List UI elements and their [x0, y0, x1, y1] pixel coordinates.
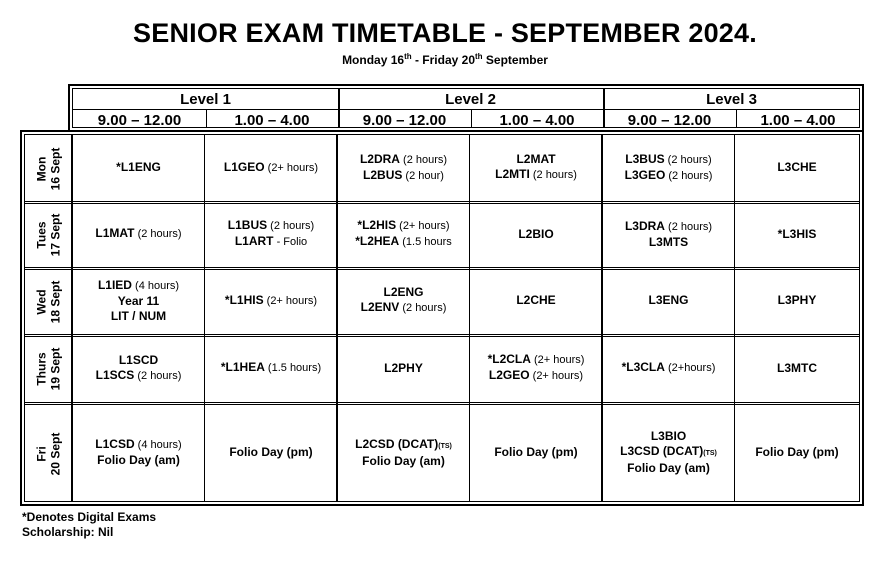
exam-cell: [338, 270, 469, 331]
exam-cell: [206, 270, 336, 331]
exam-cell: [73, 137, 204, 198]
exam-code: Folio Day (pm): [755, 445, 839, 459]
exam-duration: (2 hour): [402, 169, 444, 182]
exam-cell: [471, 270, 601, 331]
exam-duration: (2 hours): [664, 153, 712, 166]
exam-code: *L2HIS: [357, 218, 397, 232]
exam-cell: [471, 137, 601, 198]
exam-duration: (2 hours): [267, 220, 315, 232]
exam-cell: [338, 405, 469, 500]
subtitle-start-ordinal: th: [404, 52, 412, 61]
exam-entry: [649, 235, 688, 250]
day-label-text: [34, 280, 62, 323]
exam-duration: (2+ hours): [396, 220, 450, 232]
exam-code: L3MTS: [648, 234, 689, 249]
exam-entry: [95, 437, 181, 453]
exam-code: L2ENV: [360, 300, 400, 314]
exam-code: L1SCD: [118, 352, 159, 367]
session-divider: [206, 110, 207, 127]
subtitle-end: September: [482, 53, 548, 67]
exam-entry: [118, 294, 159, 309]
day-label: [25, 403, 71, 504]
level-divider: [338, 89, 340, 127]
day-name: Wed: [34, 288, 48, 315]
exam-code: *L3CLA: [621, 360, 665, 374]
exam-entry: [384, 361, 423, 376]
subtitle-start: Monday 16: [342, 53, 405, 67]
level-header-1: Level 1: [73, 89, 338, 110]
exam-code: Folio Day (pm): [494, 445, 578, 459]
day-label-text: [34, 348, 62, 391]
exam-duration: (2 hours): [134, 228, 182, 240]
day-label-text: [34, 432, 62, 475]
exam-code: L2PHY: [384, 360, 423, 375]
exam-cell: [603, 337, 734, 399]
level-divider: [603, 89, 605, 127]
exam-code: L3GEO: [624, 167, 666, 182]
exam-entry: [224, 160, 318, 176]
exam-cell: [736, 270, 858, 331]
exam-code: L1BUS: [227, 218, 268, 232]
exam-entry: [625, 219, 712, 235]
subtitle-mid: - Friday 20: [411, 53, 475, 67]
exam-duration: (4 hours): [134, 439, 182, 451]
level-header-3: Level 3: [603, 89, 860, 110]
exam-entry: [357, 218, 449, 234]
exam-code: Folio Day (am): [362, 453, 445, 468]
exam-entry: [622, 360, 716, 376]
day-date: 19 Sept: [48, 347, 62, 391]
exam-cell: [73, 405, 204, 500]
exam-code: L1SCS: [95, 367, 135, 382]
exam-code: L2CHE: [516, 293, 556, 307]
exam-entry: [360, 152, 447, 168]
exam-code: *L3HIS: [777, 226, 817, 241]
exam-entry: [363, 168, 444, 184]
exam-entry: [494, 445, 577, 460]
exam-duration: (2 hours): [665, 169, 713, 182]
exam-cell: [206, 405, 336, 500]
footnotes: [22, 510, 156, 540]
exam-duration: (2+hours): [664, 362, 716, 374]
exam-code: L3DRA: [624, 218, 665, 233]
exam-cell: [73, 270, 204, 331]
session-time-header: 1.00 – 4.00: [234, 112, 310, 129]
exam-duration: (2 hours): [529, 169, 577, 181]
exam-code: L2BUS: [363, 167, 403, 182]
day-name: Mon: [34, 156, 48, 181]
exam-duration: (2 hours): [399, 153, 448, 166]
session-divider: [471, 110, 472, 127]
exam-cell: [471, 405, 601, 500]
exam-code: L3MTC: [777, 360, 817, 375]
exam-entry: [96, 368, 182, 384]
exam-entry: [119, 353, 158, 368]
day-label: [25, 135, 71, 202]
exam-cell: [73, 204, 204, 264]
exam-entry: [516, 152, 555, 167]
day-label-text: [34, 214, 62, 257]
date-range-subtitle: [0, 52, 890, 67]
exam-entry: [755, 445, 838, 460]
exam-entry: [225, 293, 317, 309]
day-label: [25, 268, 71, 335]
page-title: SENIOR EXAM TIMETABLE - SEPTEMBER 2024.: [133, 18, 757, 48]
exam-cell: [471, 204, 601, 264]
exam-code: L3CHE: [777, 160, 817, 174]
level-header-2: Level 2: [338, 89, 603, 110]
exam-entry: [116, 160, 161, 175]
exam-cell: [603, 137, 734, 198]
exam-cell: [206, 337, 336, 399]
timetable-grid: [20, 130, 864, 506]
exam-duration: (2 hours): [134, 369, 182, 382]
exam-code: L3BIO: [650, 429, 687, 443]
exam-cell: [73, 337, 204, 399]
column-divider: [469, 135, 470, 501]
exam-cell: [603, 204, 734, 264]
exam-cell: [206, 204, 336, 264]
exam-code: L2DRA: [359, 151, 400, 166]
exam-code: L2BIO: [518, 226, 554, 241]
exam-duration: (2+ hours): [529, 370, 584, 382]
exam-code: L3BUS: [625, 151, 665, 166]
exam-entry: [111, 309, 166, 324]
subtitle-end-ordinal: th: [475, 52, 483, 61]
exam-cell: [736, 204, 858, 264]
day-date: 18 Sept: [48, 280, 62, 323]
exam-cell: [603, 405, 734, 500]
session-time-header: 9.00 – 12.00: [627, 112, 712, 129]
session-time-header: 1.00 – 4.00: [499, 112, 575, 129]
exam-code: L3CSD (DCAT): [620, 444, 704, 458]
exam-code: *L2HEA: [355, 234, 400, 248]
exam-entry: [489, 368, 583, 384]
exam-code: Folio Day (am): [627, 461, 710, 475]
exam-entry: [778, 227, 817, 242]
session-divider: [736, 110, 737, 127]
day-label: [25, 202, 71, 268]
day-label-text: [34, 147, 62, 190]
exam-duration: (1.5 hours: [399, 236, 452, 248]
exam-cell: [736, 337, 858, 399]
exam-duration: (1.5 hours): [264, 362, 322, 374]
scholarship-note: Scholarship: Nil: [22, 525, 114, 539]
exam-code: LIT / NUM: [110, 308, 167, 323]
day-name: Tues: [34, 221, 48, 249]
exam-code: L1IED: [97, 277, 132, 292]
day-date: 20 Sept: [48, 432, 62, 475]
session-time-header: 1.00 – 4.00: [760, 112, 836, 129]
exam-cell: [603, 270, 734, 331]
exam-code: *L1HIS: [224, 292, 264, 307]
exam-cell: [471, 337, 601, 399]
exam-code: *L1ENG: [116, 160, 161, 174]
exam-entry: [651, 429, 686, 444]
exam-code: L1GEO: [223, 159, 265, 174]
exam-code: L3PHY: [777, 293, 817, 307]
exam-entry: [516, 293, 555, 308]
exam-code: *L1HEA: [220, 360, 265, 374]
exam-entry: [777, 160, 816, 175]
exam-entry: [383, 285, 423, 300]
session-time-header: 9.00 – 12.00: [362, 112, 447, 129]
exam-entry: [229, 445, 312, 460]
exam-cell: [338, 137, 469, 198]
ts-marker: (TS): [438, 442, 452, 450]
exam-duration: (2 hours): [399, 302, 447, 314]
column-divider: [734, 135, 735, 501]
exam-entry: [235, 234, 307, 250]
exam-entry: [625, 168, 713, 184]
exam-entry: [495, 167, 577, 183]
exam-entry: [355, 437, 452, 454]
exam-entry: [228, 218, 314, 234]
exam-cell: [206, 137, 336, 198]
exam-entry: [778, 293, 817, 308]
day-date: 17 Sept: [48, 213, 62, 257]
exam-entry: [362, 454, 445, 469]
exam-entry: [518, 227, 553, 242]
exam-duration: (2 hours): [664, 220, 713, 233]
exam-entry: [648, 293, 688, 308]
exam-code: L2GEO: [488, 368, 530, 382]
exam-code: *L2CLA: [487, 352, 531, 366]
session-time-header: 9.00 – 12.00: [97, 112, 182, 129]
day-name: Fri: [34, 445, 48, 462]
exam-code: Folio Day (am): [97, 453, 180, 467]
exam-code: L2CSD (DCAT): [355, 436, 439, 451]
exam-cell: [338, 337, 469, 399]
exam-code: L1ART: [234, 234, 274, 248]
exam-entry: [355, 234, 452, 250]
exam-duration: - Folio: [273, 236, 308, 248]
exam-duration: (2+ hours): [263, 294, 318, 307]
exam-code: Folio Day (pm): [229, 445, 313, 459]
exam-entry: [98, 278, 179, 294]
exam-code: L3ENG: [648, 293, 689, 307]
exam-code: Year 11: [117, 293, 160, 308]
exam-duration: (2+ hours): [264, 161, 319, 174]
day-label: [25, 335, 71, 403]
exam-cell: [736, 405, 858, 500]
exam-code: L2ENG: [383, 285, 424, 299]
exam-duration: (4 hours): [131, 279, 180, 292]
exam-duration: (2+ hours): [530, 354, 585, 366]
exam-entry: [488, 352, 585, 368]
exam-entry: [627, 461, 710, 476]
column-divider: [204, 135, 205, 501]
exam-entry: [95, 226, 181, 242]
exam-cell: [736, 137, 858, 198]
exam-entry: [625, 152, 711, 168]
exam-code: L2MTI: [495, 167, 530, 181]
digital-exam-note: *Denotes Digital Exams: [22, 510, 157, 524]
timetable-header: [68, 84, 864, 132]
day-name: Thurs: [34, 352, 48, 386]
exam-entry: [361, 300, 447, 316]
exam-entry: [97, 453, 180, 468]
exam-code: L1MAT: [95, 226, 135, 240]
exam-entry: [777, 361, 817, 376]
exam-code: L1CSD: [95, 437, 135, 451]
exam-entry: [620, 444, 717, 461]
exam-entry: [221, 360, 321, 376]
exam-code: L2MAT: [516, 152, 556, 166]
exam-cell: [338, 204, 469, 264]
day-date: 16 Sept: [48, 147, 62, 190]
ts-marker: (TS): [703, 450, 717, 457]
